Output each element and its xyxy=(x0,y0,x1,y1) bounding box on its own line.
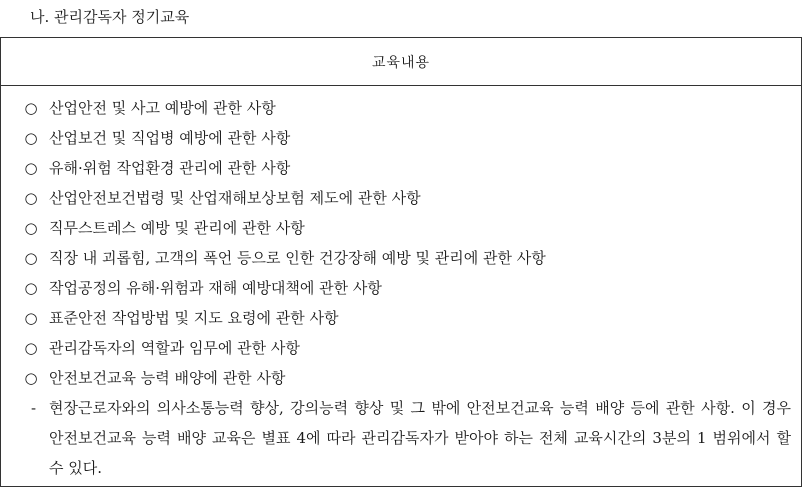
list-item xyxy=(1,213,801,243)
section-title: 나. 관리감독자 정기교육 xyxy=(30,8,190,26)
list-item-text: 산업안전보건법령 및 산업재해보상보험 제도에 관한 사항 xyxy=(49,189,421,207)
education-items-list xyxy=(1,93,801,393)
table-header: 교육내용 xyxy=(1,38,801,86)
circle-bullet-icon: ○ xyxy=(24,159,38,177)
note-text: 현장근로자와의 의사소통능력 향상, 강의능력 향상 및 그 밖에 안전보건교육 능력 배양 등에 관한 사항. 이 경우 안전보건교육 능력 배양 교육은 별표 4에 따라 관리감독자가 받아야 하는 전체 교육시간의 3분의 1 범위에서 할 수 있다. xyxy=(49,399,791,477)
circle-bullet-icon: ○ xyxy=(24,219,38,237)
circle-bullet-icon: ○ xyxy=(24,309,38,327)
education-content-table xyxy=(0,37,802,487)
list-item xyxy=(1,183,801,213)
list-item-text: 안전보건교육 능력 배양에 관한 사항 xyxy=(49,369,286,387)
circle-bullet-icon: ○ xyxy=(24,249,38,267)
list-item-text: 산업보건 및 직업병 예방에 관한 사항 xyxy=(49,129,291,147)
dash-bullet-icon: - xyxy=(31,399,37,417)
list-item xyxy=(1,333,801,363)
list-item xyxy=(1,153,801,183)
list-item xyxy=(1,243,801,273)
list-item-text: 유해·위험 작업환경 관리에 관한 사항 xyxy=(49,159,291,177)
circle-bullet-icon: ○ xyxy=(24,279,38,297)
circle-bullet-icon: ○ xyxy=(24,189,38,207)
list-item-text: 직무스트레스 예방 및 관리에 관한 사항 xyxy=(49,219,305,237)
list-item-text: 작업공정의 유해·위험과 재해 예방대책에 관한 사항 xyxy=(49,279,382,297)
list-item xyxy=(1,273,801,303)
list-item-text: 표준안전 작업방법 및 지도 요령에 관한 사항 xyxy=(49,309,339,327)
circle-bullet-icon: ○ xyxy=(24,99,38,117)
circle-bullet-icon: ○ xyxy=(24,129,38,147)
list-item xyxy=(1,93,801,123)
list-item-text: 관리감독자의 역할과 임무에 관한 사항 xyxy=(49,339,300,357)
list-item xyxy=(1,363,801,393)
circle-bullet-icon: ○ xyxy=(24,339,38,357)
list-item-text: 산업안전 및 사고 예방에 관한 사항 xyxy=(49,99,276,117)
list-item-text: 직장 내 괴롭힘, 고객의 폭언 등으로 인한 건강장해 예방 및 관리에 관한 사항 xyxy=(49,249,546,267)
circle-bullet-icon: ○ xyxy=(24,369,38,387)
list-item xyxy=(1,303,801,333)
list-item xyxy=(1,123,801,153)
